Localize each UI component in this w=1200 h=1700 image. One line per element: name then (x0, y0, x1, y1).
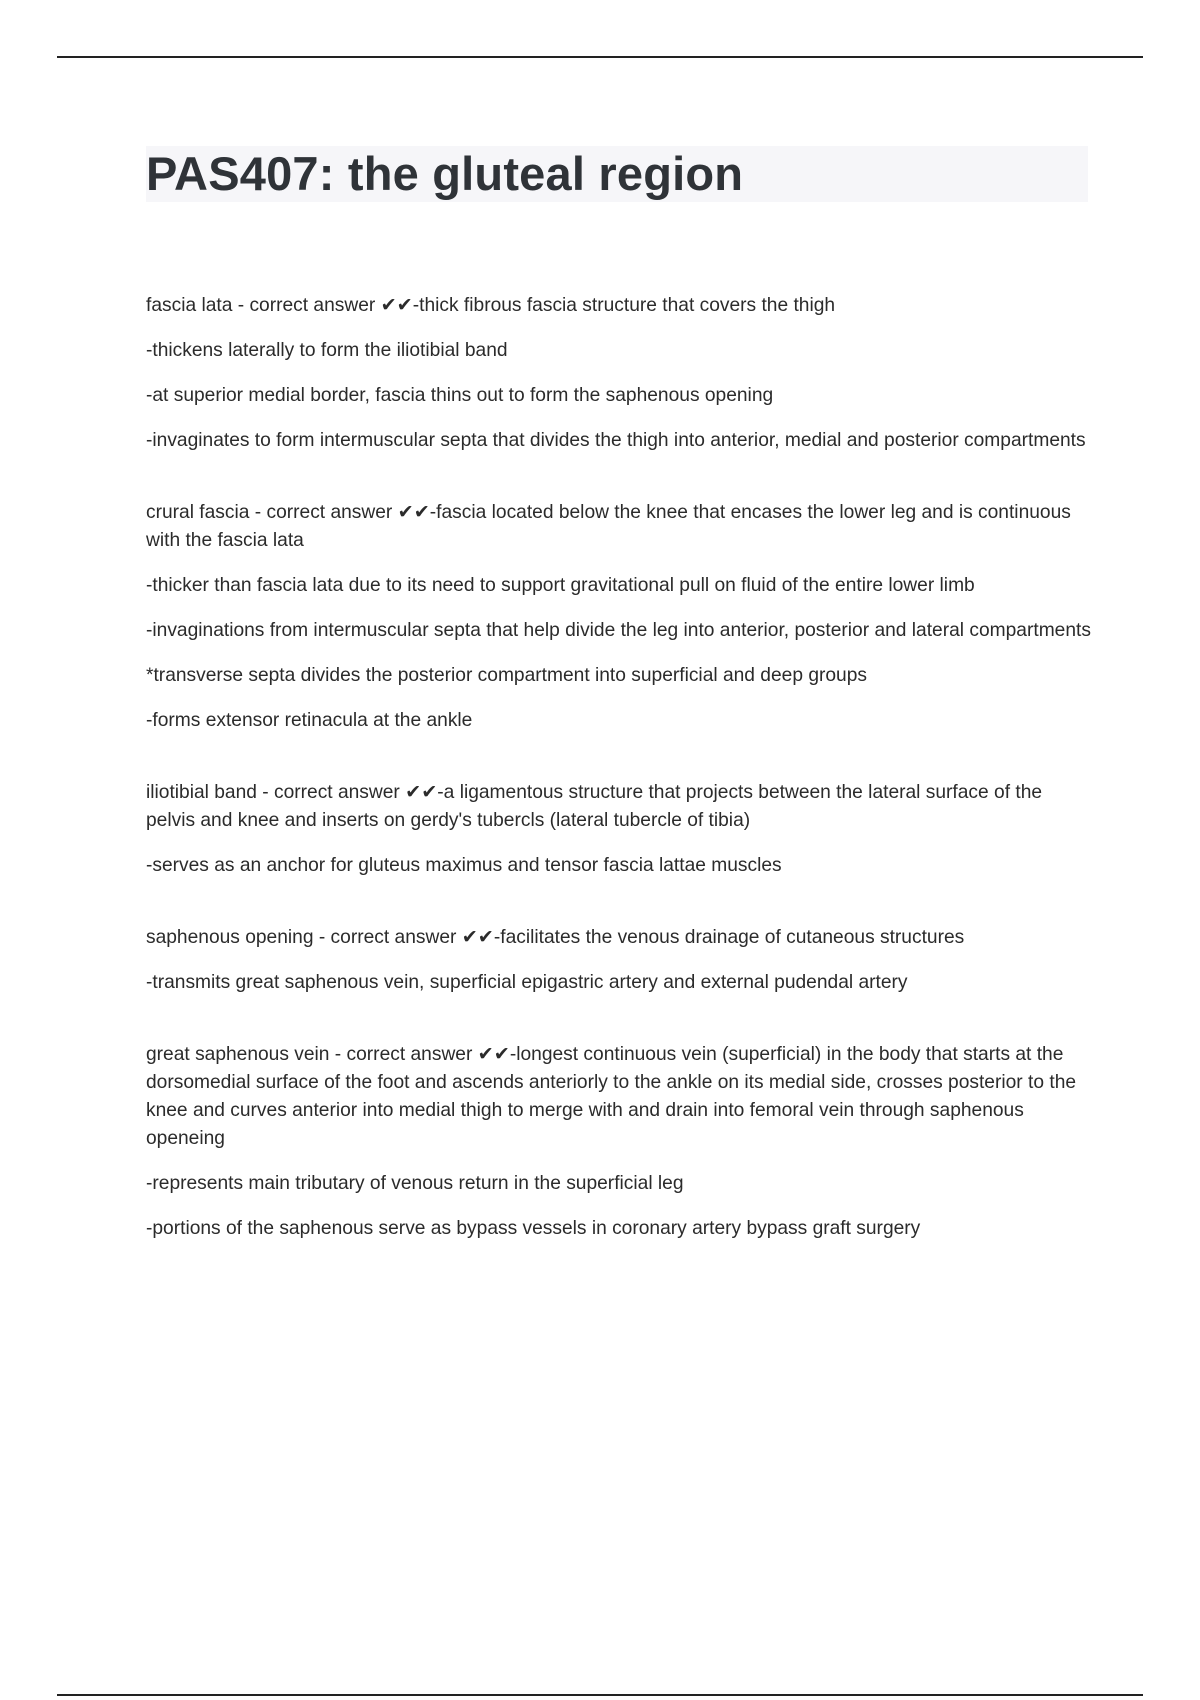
entry-line: -transmits great saphenous vein, superficial epigastric artery and external pudendal artery (146, 972, 908, 993)
entry-line: saphenous opening - correct answer ✔✔-facilitates the venous drainage of cutaneous structures (146, 927, 965, 948)
entry-line: -invaginations from intermuscular septa that help divide the leg into anterior, posterior and lateral compartments (146, 620, 1091, 641)
entry-line: great saphenous vein - correct answer ✔✔-longest continuous vein (superficial) in the body that starts at the dorsomedial surface of the foot and ascends anteriorly to the ankle on its medial side, crosses posterior to the knee and curves anterior into medial thigh to merge with and drain into femoral vein through saphenous openeing (146, 1044, 1077, 1149)
entry-fascia-lata (146, 292, 1096, 455)
entry-line: iliotibial band - correct answer ✔✔-a ligamentous structure that projects between the lateral surface of the pelvis and knee and inserts on gerdy's tubercls (lateral tubercle of tibia) (146, 782, 1043, 831)
entry-line: -represents main tributary of venous return in the superficial leg (146, 1173, 684, 1194)
entry-line: -thicker than fascia lata due to its need to support gravitational pull on fluid of the entire lower limb (146, 575, 975, 596)
top-rule (57, 56, 1143, 58)
entry-saphenous-opening (146, 924, 1096, 997)
entry-line: crural fascia - correct answer ✔✔-fascia located below the knee that encases the lower leg and is continuous with the fascia lata (146, 502, 1071, 551)
entry-crural-fascia (146, 499, 1096, 735)
bottom-rule (57, 1694, 1143, 1696)
entry-line: -portions of the saphenous serve as bypass vessels in coronary artery bypass graft surgery (146, 1218, 921, 1239)
entry-line: -invaginates to form intermuscular septa that divides the thigh into anterior, medial and posterior compartments (146, 430, 1086, 451)
entry-line: fascia lata - correct answer ✔✔-thick fibrous fascia structure that covers the thigh (146, 295, 836, 316)
entry-line: -thickens laterally to form the iliotibial band (146, 340, 508, 361)
entry-line: -serves as an anchor for gluteus maximus and tensor fascia lattae muscles (146, 855, 782, 876)
entry-great-saphenous-vein (146, 1041, 1096, 1243)
page-title: PAS407: the gluteal region (146, 147, 744, 200)
entry-line: -at superior medial border, fascia thins out to form the saphenous opening (146, 385, 774, 406)
entry-line: *transverse septa divides the posterior compartment into superficial and deep groups (146, 665, 867, 686)
entry-line: -forms extensor retinacula at the ankle (146, 710, 473, 731)
entry-iliotibial-band (146, 779, 1096, 880)
document-body (146, 292, 1096, 1287)
